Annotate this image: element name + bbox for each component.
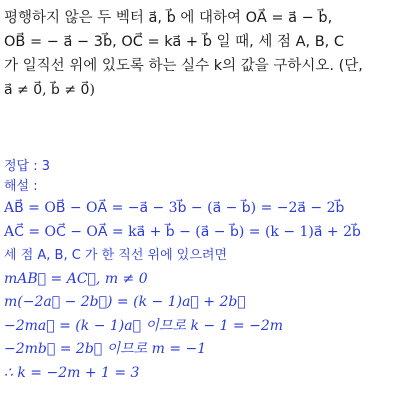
problem-line-1: 평행하지 않은 두 벡터 a⃗, b⃗ 에 대하여 OA⃗ = a⃗ − b⃗, [4,10,333,26]
solution-line-1: AB⃗ = OB⃗ − OA⃗ = −a⃗ − 3b⃗ − (a⃗ − b⃗) = −2a⃗ − 2b⃗ [4,200,345,216]
answer-label: 정답 : 3 [4,159,51,174]
solution-line-5: m(−2a⃗ − 2b⃗) = (k − 1)a⃗ + 2b⃗ [4,294,246,310]
solution-line-2: AC⃗ = OC⃗ − OA⃗ = ka⃗ + b⃗ − (a⃗ − b⃗) = (k − 1)a⃗ + 2b⃗ [4,223,361,240]
solution-line-6: −2ma⃗ = (k − 1)a⃗ 이므로 k − 1 = −2m [4,317,284,334]
solution-line-8: ∴ k = −2m + 1 = 3 [4,364,140,381]
problem-line-3: 가 일직선 위에 있도록 하는 실수 k의 값을 구하시오. (단, [4,58,363,74]
spacer [4,102,396,157]
answer-block [4,157,396,385]
solution-line-7: −2mb⃗ = 2b⃗ 이므로 m = −1 [4,341,207,357]
explanation-label: 해설 : [4,179,38,194]
problem-line-4: a⃗ ≠ 0⃗, b⃗ ≠ 0⃗) [4,82,95,98]
problem-statement [4,6,396,102]
solution-line-3: 세 점 A, B, C 가 한 직선 위에 있으려면 [4,248,228,263]
solution-line-4: mAB⃗ = AC⃗, m ≠ 0 [4,270,148,287]
problem-line-2: OB⃗ = − a⃗ − 3b⃗, OC⃗ = ka⃗ + b⃗ 일 때, 세 점 A, B, C [4,34,345,50]
